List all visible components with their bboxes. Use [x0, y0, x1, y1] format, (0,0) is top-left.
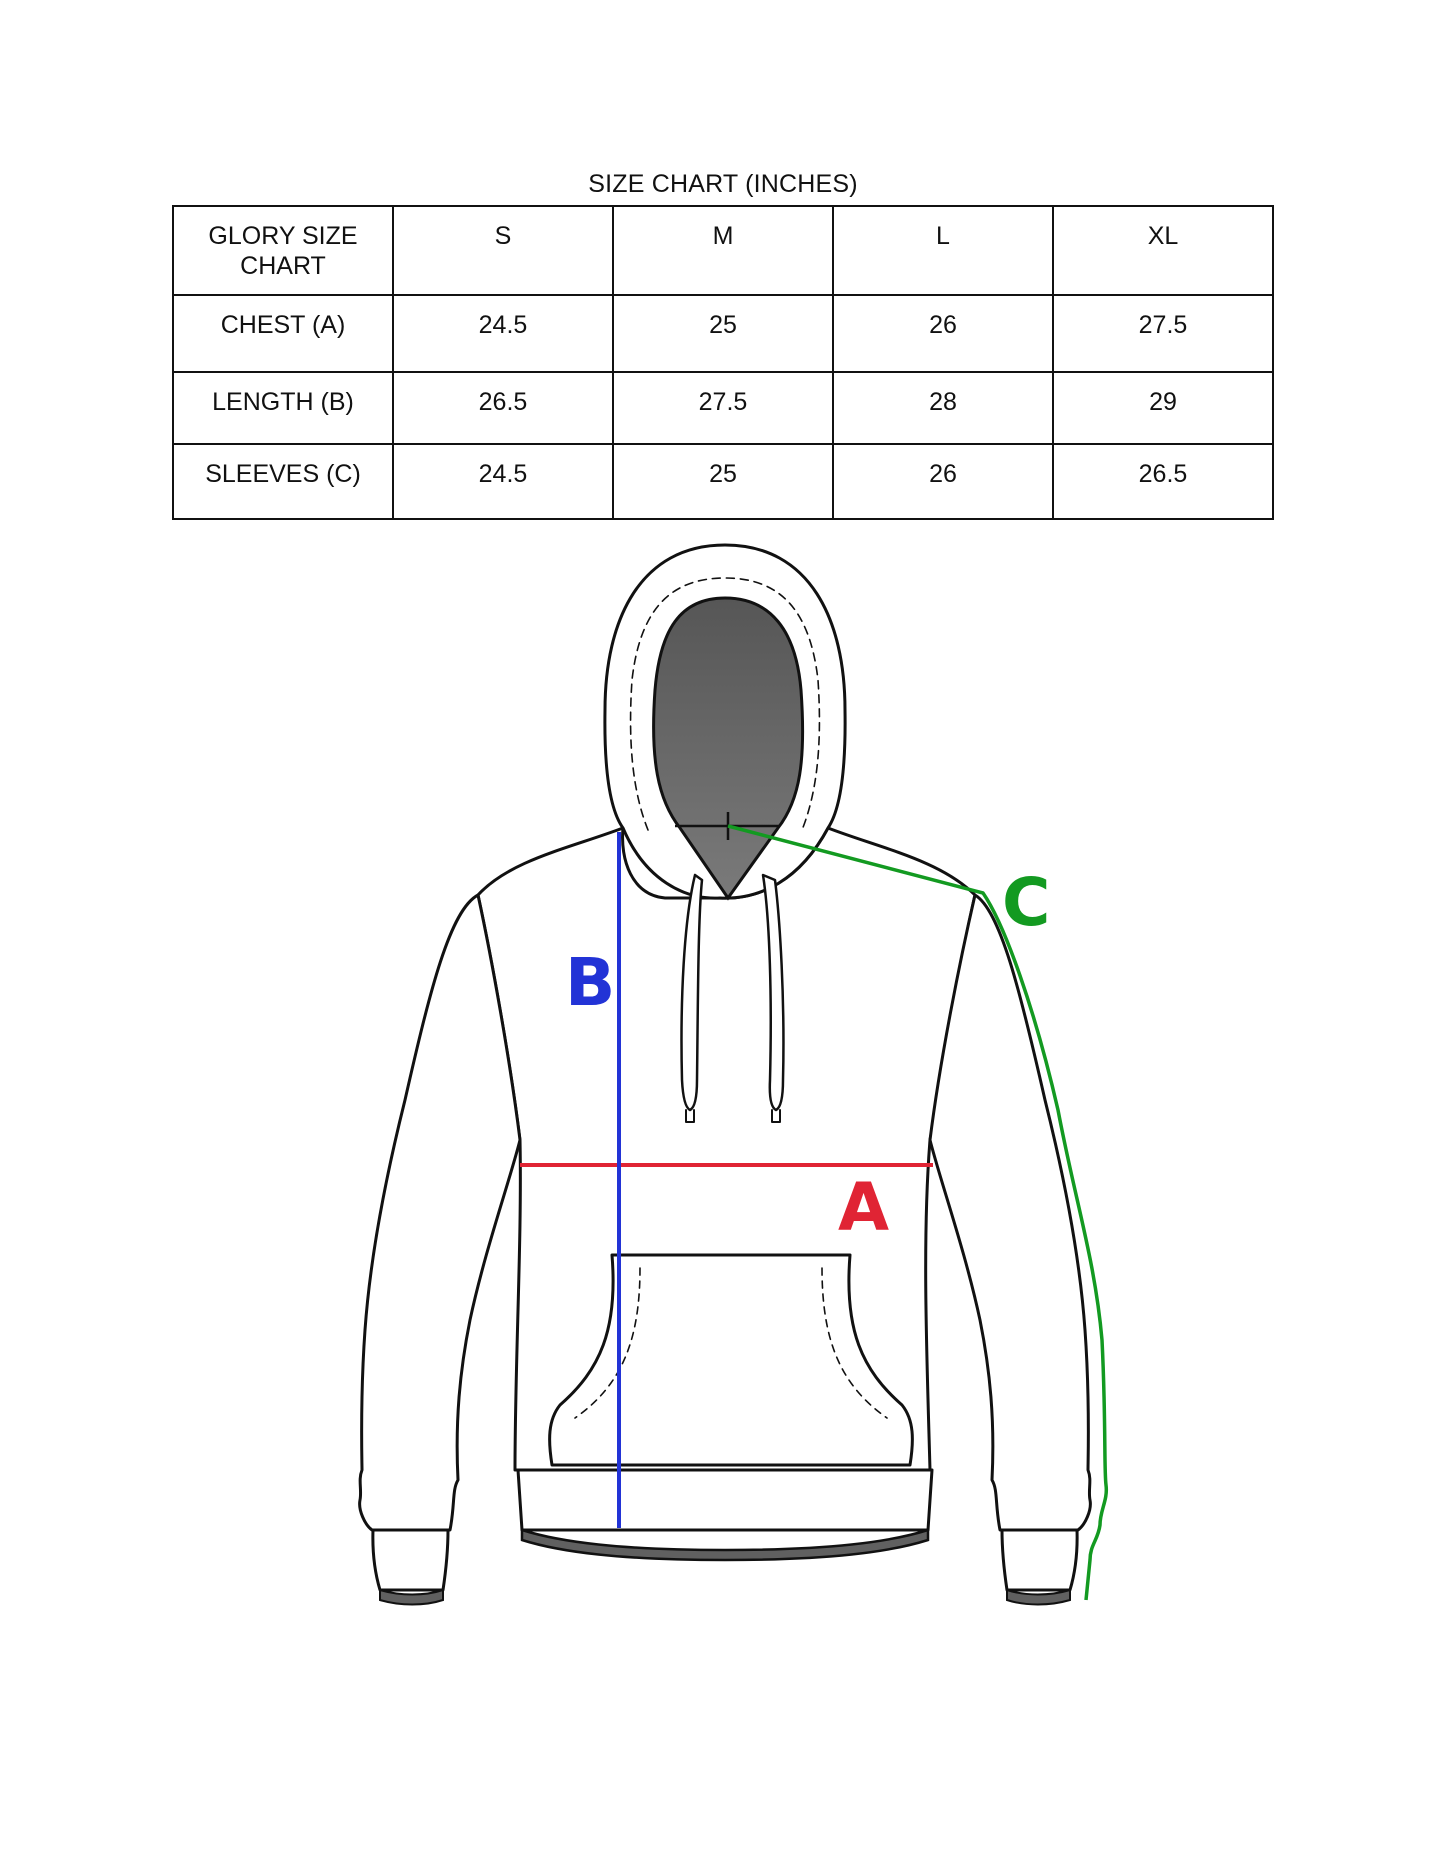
row-label: CHEST (A): [173, 295, 393, 372]
table-cell: 25: [613, 444, 833, 519]
hem-shade: [522, 1530, 928, 1560]
table-cell: 26.5: [393, 372, 613, 444]
table-header-cell: XL: [1053, 206, 1273, 295]
table-cell: 26.5: [1053, 444, 1273, 519]
left-cuff-shade: [380, 1590, 443, 1605]
table-cell: 26: [833, 295, 1053, 372]
table-header-cell: L: [833, 206, 1053, 295]
chest-label: A: [838, 1169, 890, 1246]
left-sleeve-outline: [360, 895, 520, 1530]
row-label: SLEEVES (C): [173, 444, 393, 519]
table-header-cell: M: [613, 206, 833, 295]
table-cell: 28: [833, 372, 1053, 444]
table-cell: 25: [613, 295, 833, 372]
waistband-outline: [518, 1470, 932, 1530]
right-cuff-outline: [1002, 1530, 1077, 1590]
table-cell: 29: [1053, 372, 1273, 444]
right-cuff-shade: [1007, 1590, 1070, 1605]
table-cell: 27.5: [1053, 295, 1273, 372]
size-chart-title: SIZE CHART (INCHES): [588, 170, 858, 198]
table-cell: 26: [833, 444, 1053, 519]
length-label: B: [565, 944, 616, 1021]
sleeves-label: C: [1002, 864, 1051, 941]
table-header-cell: GLORY SIZE CHART: [173, 206, 393, 295]
table-header-cell: S: [393, 206, 613, 295]
table-cell: 24.5: [393, 444, 613, 519]
table-cell: 24.5: [393, 295, 613, 372]
left-cuff-outline: [373, 1530, 448, 1590]
right-sleeve-outline: [930, 895, 1090, 1530]
table-cell: 27.5: [613, 372, 833, 444]
row-label: LENGTH (B): [173, 372, 393, 444]
